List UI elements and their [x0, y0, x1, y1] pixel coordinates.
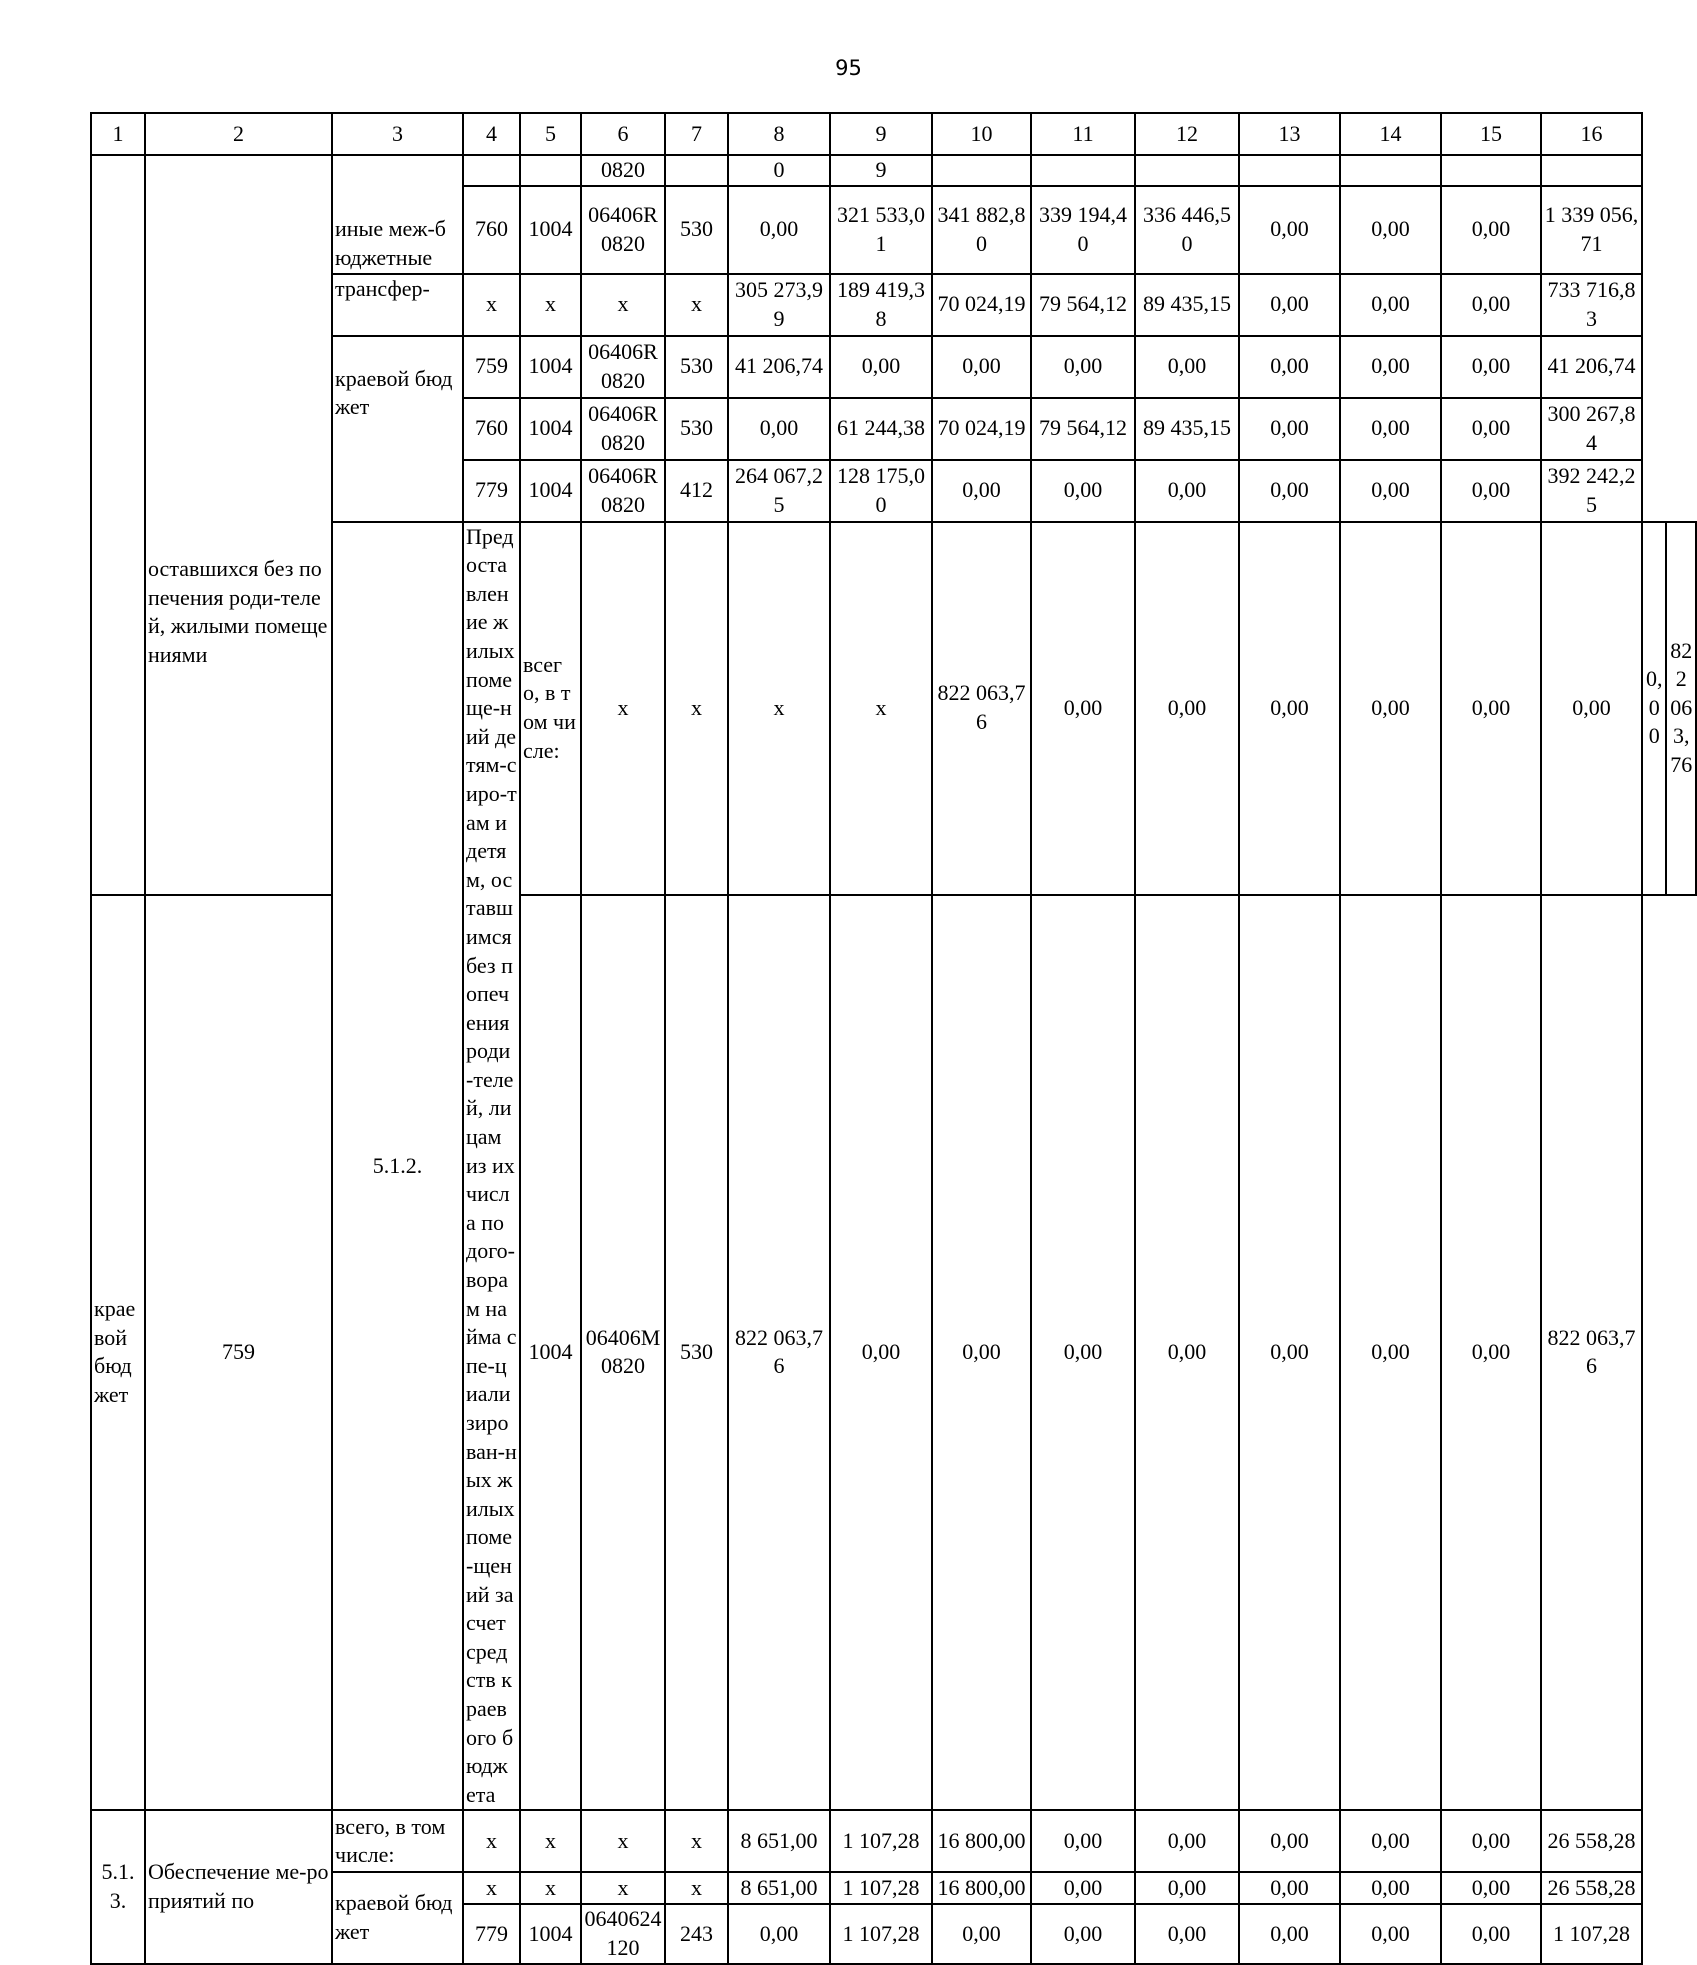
header-cell: 13 — [1239, 113, 1340, 155]
table-cell: 0,00 — [1340, 895, 1441, 1811]
funding-source-cell — [332, 155, 463, 274]
table-cell: x — [665, 1872, 728, 1904]
table-cell: x — [581, 522, 665, 895]
table-cell: 0,00 — [830, 336, 932, 398]
table-cell: 16 800,00 — [932, 1872, 1031, 1904]
table-cell: 89 435,15 — [1135, 398, 1239, 460]
table-cell — [1340, 155, 1441, 186]
table-cell — [1239, 155, 1340, 186]
table-cell: 530 — [665, 186, 728, 274]
table-cell: 41 206,74 — [1541, 336, 1642, 398]
table-cell: 0,00 — [1340, 274, 1441, 336]
table-cell: 339 194,40 — [1031, 186, 1135, 274]
table-cell: 0,00 — [1441, 336, 1541, 398]
table-cell: 822 063,76 — [728, 895, 830, 1811]
table-cell: 1004 — [520, 186, 581, 274]
table-cell: 26 558,28 — [1541, 1810, 1642, 1872]
table-cell — [463, 155, 520, 186]
table-cell: 0,00 — [1135, 460, 1239, 522]
funding-source-cell: всего, в том числе: — [332, 1810, 463, 1872]
table-cell: x — [463, 1810, 520, 1872]
table-cell: 760 — [463, 398, 520, 460]
table-row — [91, 522, 1696, 895]
table-cell: 06406M0820 — [581, 895, 665, 1811]
header-cell: 3 — [332, 113, 463, 155]
table-cell: x — [463, 1872, 520, 1904]
table-cell: 0,00 — [1441, 522, 1541, 895]
item-name-cell — [145, 155, 332, 895]
table-cell: 0,00 — [1340, 186, 1441, 274]
table-cell: 392 242,25 — [1541, 460, 1642, 522]
table-cell: 0,00 — [1239, 186, 1340, 274]
header-cell: 8 — [728, 113, 830, 155]
table-cell: 0,00 — [1441, 1904, 1541, 1963]
table-cell: 0,00 — [1340, 1904, 1441, 1963]
table-cell: 0,00 — [1135, 895, 1239, 1811]
table-cell: x — [830, 522, 932, 895]
header-cell: 12 — [1135, 113, 1239, 155]
table-cell: 61 244,38 — [830, 398, 932, 460]
table-cell: 530 — [665, 398, 728, 460]
table-cell: 0,00 — [932, 895, 1031, 1811]
table-cell: 759 — [463, 336, 520, 398]
table-cell — [1541, 155, 1642, 186]
header-cell: 11 — [1031, 113, 1135, 155]
table-cell: 0,00 — [1642, 522, 1666, 895]
funding-source: краевой бюджет — [335, 365, 453, 420]
table-cell: 79 564,12 — [1031, 274, 1135, 336]
table-cell: x — [728, 522, 830, 895]
budget-table — [90, 112, 1697, 1965]
header-cell: 1 — [91, 113, 145, 155]
table-cell: 530 — [665, 895, 728, 1811]
table-cell: 1004 — [520, 1904, 581, 1963]
table-cell — [1441, 155, 1541, 186]
item-name-cell: Предоставление жилых помеще-ний детям-сиро-там и детям, оставшимся без попечения роди-телей, лицам из их числа по дого-ворам найма спе-циализирован-ных жилых поме-щений за счет средств краевого бюджета — [463, 522, 520, 1811]
table-cell: 0,00 — [1441, 186, 1541, 274]
item-number-cell: 5.1.2. — [332, 522, 463, 1811]
funding-source-cell: краевой бюджет — [91, 895, 145, 1811]
table-cell: 0,00 — [728, 398, 830, 460]
table-cell: 1 107,28 — [1541, 1904, 1642, 1963]
table-cell — [665, 155, 728, 186]
table-cell: 0,00 — [1239, 522, 1340, 895]
table-cell: 9 — [830, 155, 932, 186]
table-cell: x — [665, 274, 728, 336]
table-row — [91, 155, 1696, 186]
table-cell: 0640624120 — [581, 1904, 665, 1963]
table-cell: x — [520, 1810, 581, 1872]
item-name-cell: Обеспечение ме-роприятий по — [145, 1810, 332, 1963]
table-cell: 0,00 — [1441, 274, 1541, 336]
table-cell: 1 107,28 — [830, 1904, 932, 1963]
table-cell: 0,00 — [1239, 336, 1340, 398]
table-cell: 41 206,74 — [728, 336, 830, 398]
table-cell: 0,00 — [1441, 1872, 1541, 1904]
table-cell: 06406R0820 — [581, 336, 665, 398]
table-cell: 0,00 — [728, 186, 830, 274]
table-cell: 759 — [145, 895, 332, 1811]
header-cell: 10 — [932, 113, 1031, 155]
table-cell: 779 — [463, 1904, 520, 1963]
table-cell: 0,00 — [1239, 460, 1340, 522]
funding-source-cell: трансфер- — [332, 274, 463, 336]
table-cell — [520, 155, 581, 186]
header-cell: 9 — [830, 113, 932, 155]
table-cell: 0,00 — [1441, 460, 1541, 522]
table-cell: 822 063,76 — [932, 522, 1031, 895]
header-cell: 5 — [520, 113, 581, 155]
table-cell: 822 063,76 — [1666, 522, 1696, 895]
table-cell: 0,00 — [1340, 398, 1441, 460]
table-cell: 0,00 — [1441, 398, 1541, 460]
item-number-cell: 5.1.3. — [91, 1810, 145, 1963]
item-number-cell — [91, 155, 145, 895]
table-cell: 412 — [665, 460, 728, 522]
table-cell: 1 339 056,71 — [1541, 186, 1642, 274]
table-cell: 8 651,00 — [728, 1810, 830, 1872]
table-cell: 1 107,28 — [830, 1810, 932, 1872]
header-row — [91, 113, 1696, 155]
table-row — [91, 895, 1696, 1811]
table-cell: 0,00 — [1239, 1904, 1340, 1963]
table-cell: 0,00 — [728, 1904, 830, 1963]
table-cell: 70 024,19 — [932, 398, 1031, 460]
table-cell: 760 — [463, 186, 520, 274]
table-cell: 89 435,15 — [1135, 274, 1239, 336]
table-cell: 0,00 — [1031, 1904, 1135, 1963]
table-cell: 0,00 — [1031, 522, 1135, 895]
table-cell: 06406R0820 — [581, 460, 665, 522]
table-row — [91, 274, 1696, 336]
table-cell — [1031, 155, 1135, 186]
table-cell: 0,00 — [1135, 336, 1239, 398]
table-cell: x — [581, 274, 665, 336]
table-cell: 243 — [665, 1904, 728, 1963]
table-cell: 128 175,00 — [830, 460, 932, 522]
table-cell: 06406R0820 — [581, 186, 665, 274]
table-cell: 0,00 — [932, 460, 1031, 522]
table-cell: 0 — [728, 155, 830, 186]
table-cell: 189 419,38 — [830, 274, 932, 336]
header-cell: 6 — [581, 113, 665, 155]
table-cell — [932, 155, 1031, 186]
table-cell: 0,00 — [1239, 398, 1340, 460]
header-cell: 2 — [145, 113, 332, 155]
table-cell: 0,00 — [1031, 895, 1135, 1811]
table-cell: 0,00 — [1031, 336, 1135, 398]
header-cell: 15 — [1441, 113, 1541, 155]
table-cell: 0,00 — [932, 336, 1031, 398]
table-cell: 0,00 — [1135, 1872, 1239, 1904]
table-cell: 779 — [463, 460, 520, 522]
table-cell: 0,00 — [1441, 895, 1541, 1811]
table-row — [91, 336, 1696, 398]
table-cell: 70 024,19 — [932, 274, 1031, 336]
table-cell: 0,00 — [1031, 1810, 1135, 1872]
header-cell: 16 — [1541, 113, 1642, 155]
table-cell: 300 267,84 — [1541, 398, 1642, 460]
table-cell: x — [581, 1872, 665, 1904]
table-cell: 341 882,80 — [932, 186, 1031, 274]
table-cell: 0,00 — [1239, 274, 1340, 336]
table-cell: 0820 — [581, 155, 665, 186]
table-cell: x — [665, 522, 728, 895]
table-row — [91, 1872, 1696, 1904]
table-cell: 0,00 — [1340, 1872, 1441, 1904]
table-cell: 1004 — [520, 460, 581, 522]
table-cell: 0,00 — [1340, 460, 1441, 522]
funding-source-cell: всего, в том числе: — [520, 522, 581, 895]
table-row — [91, 1810, 1696, 1872]
table-cell: 1 107,28 — [830, 1872, 932, 1904]
table-cell: 1004 — [520, 336, 581, 398]
table-cell: x — [520, 274, 581, 336]
table-cell — [1135, 155, 1239, 186]
table-cell: 16 800,00 — [932, 1810, 1031, 1872]
table-cell: 26 558,28 — [1541, 1872, 1642, 1904]
table-cell: 1004 — [520, 398, 581, 460]
table-cell: x — [665, 1810, 728, 1872]
table-cell: 0,00 — [1031, 1872, 1135, 1904]
table-cell: 0,00 — [1340, 1810, 1441, 1872]
table-cell: 0,00 — [1239, 1810, 1340, 1872]
table-cell: 0,00 — [1441, 1810, 1541, 1872]
funding-source-cell — [332, 336, 463, 522]
table-cell: 0,00 — [1135, 1810, 1239, 1872]
header-cell: 14 — [1340, 113, 1441, 155]
funding-source: иные меж-бюджетные — [335, 216, 446, 270]
table-cell: 06406R0820 — [581, 398, 665, 460]
header-cell: 7 — [665, 113, 728, 155]
page-number: 95 — [835, 56, 862, 80]
table-cell: 321 533,01 — [830, 186, 932, 274]
table-cell: 0,00 — [932, 1904, 1031, 1963]
table-cell: 0,00 — [1239, 1872, 1340, 1904]
table-cell: x — [463, 274, 520, 336]
funding-source-cell: краевой бюджет — [332, 1872, 463, 1963]
table-cell: 0,00 — [1135, 522, 1239, 895]
table-cell: 336 446,50 — [1135, 186, 1239, 274]
item-name: оставшихся без попечения роди-телей, жилыми помещениями — [148, 556, 328, 667]
table-cell: 0,00 — [1031, 460, 1135, 522]
table-cell: 79 564,12 — [1031, 398, 1135, 460]
table-cell: 305 273,99 — [728, 274, 830, 336]
table-cell: 0,00 — [1340, 522, 1441, 895]
table-cell: 0,00 — [1541, 522, 1642, 895]
table-cell: 1004 — [520, 895, 581, 1811]
table-cell: 0,00 — [830, 895, 932, 1811]
table-cell: 8 651,00 — [728, 1872, 830, 1904]
table-cell: 733 716,83 — [1541, 274, 1642, 336]
table-cell: 530 — [665, 336, 728, 398]
header-cell: 4 — [463, 113, 520, 155]
table-cell: 0,00 — [1340, 336, 1441, 398]
table-cell: 264 067,25 — [728, 460, 830, 522]
table-cell: 0,00 — [1135, 1904, 1239, 1963]
table-cell: x — [581, 1810, 665, 1872]
table-cell: 822 063,76 — [1541, 895, 1642, 1811]
table-cell: x — [520, 1872, 581, 1904]
table-cell: 0,00 — [1239, 895, 1340, 1811]
